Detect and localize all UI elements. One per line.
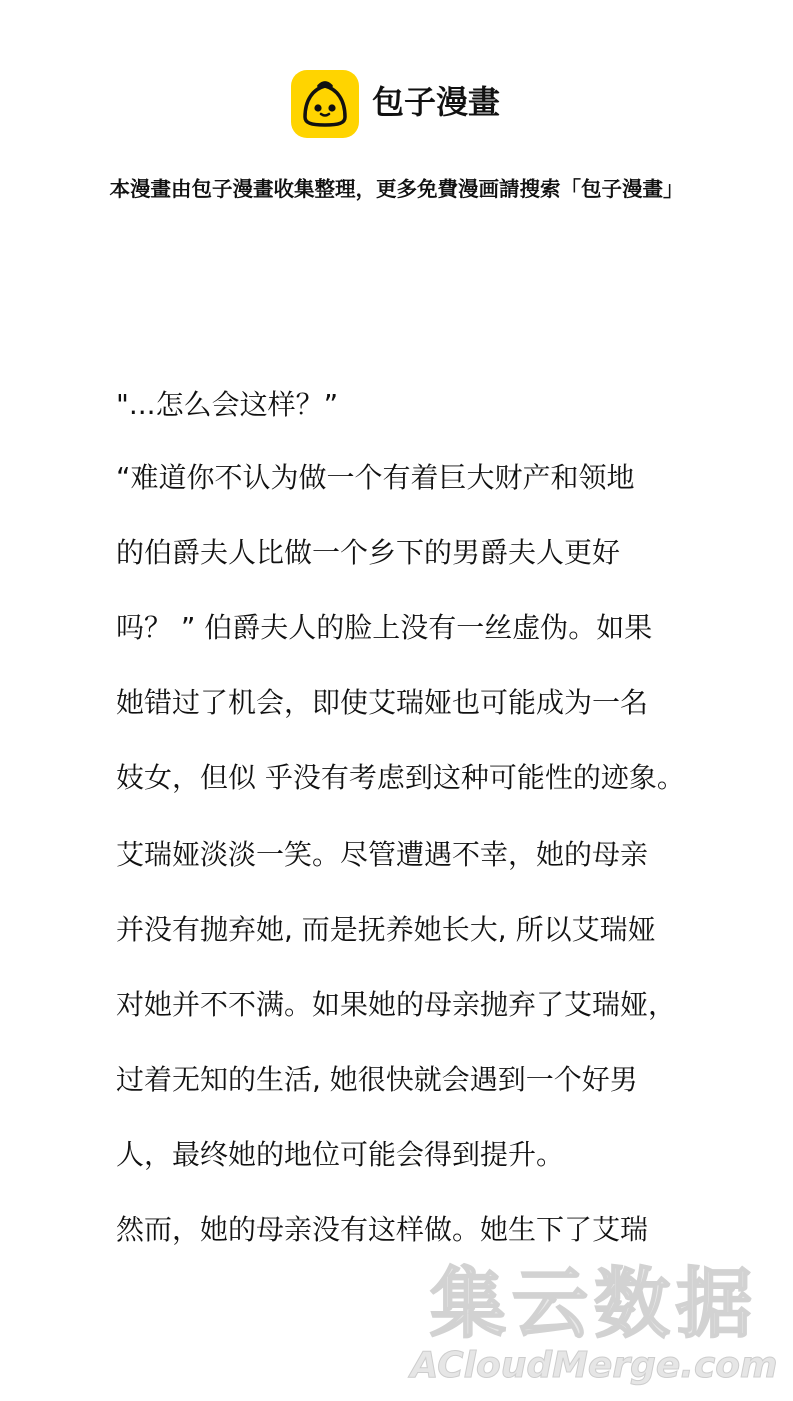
story-line: 并没有抛弃她, 而是抚养她长大, 所以艾瑞娅 [116, 913, 656, 946]
story-line: 吗？ ” 伯爵夫人的脸上没有一丝虚伪。如果 [116, 611, 653, 644]
watermark-cn: 集云数据 [430, 1259, 758, 1348]
brand-name: 包子漫畫 [372, 83, 501, 121]
story-line: 的伯爵夫人比做一个乡下的男爵夫人更好 [116, 536, 621, 569]
story-line: 人，最终她的地位可能会得到提升。 [116, 1138, 565, 1171]
story-line: 对她并不不满。如果她的母亲抛弃了艾瑞娅， [116, 988, 677, 1021]
watermark [408, 1259, 780, 1390]
collection-notice: 本漫畫由包子漫畫收集整理，更多免費漫画請搜索「包子漫畫」 [109, 177, 684, 201]
baozi-bun-icon [291, 70, 359, 138]
story-line: 她错过了机会，即使艾瑞娅也可能成为一名 [116, 686, 649, 719]
site-header [0, 68, 793, 140]
watermark-en: ACloudMerge.com [410, 1345, 778, 1386]
story-line: 然而，她的母亲没有这样做。她生下了艾瑞 [116, 1213, 649, 1246]
story-line: 过着无知的生活, 她很快就会遇到一个好男 [116, 1063, 638, 1096]
story-line: 艾瑞娅淡淡一笑。尽管遭遇不幸，她的母亲 [116, 838, 649, 871]
story-line: "...怎么会这样？” [116, 388, 339, 421]
story-line: 妓女，但似 乎没有考虑到这种可能性的迹象。 [116, 761, 685, 794]
story-line: “难道你不认为做一个有着巨大财产和领地 [116, 461, 635, 494]
